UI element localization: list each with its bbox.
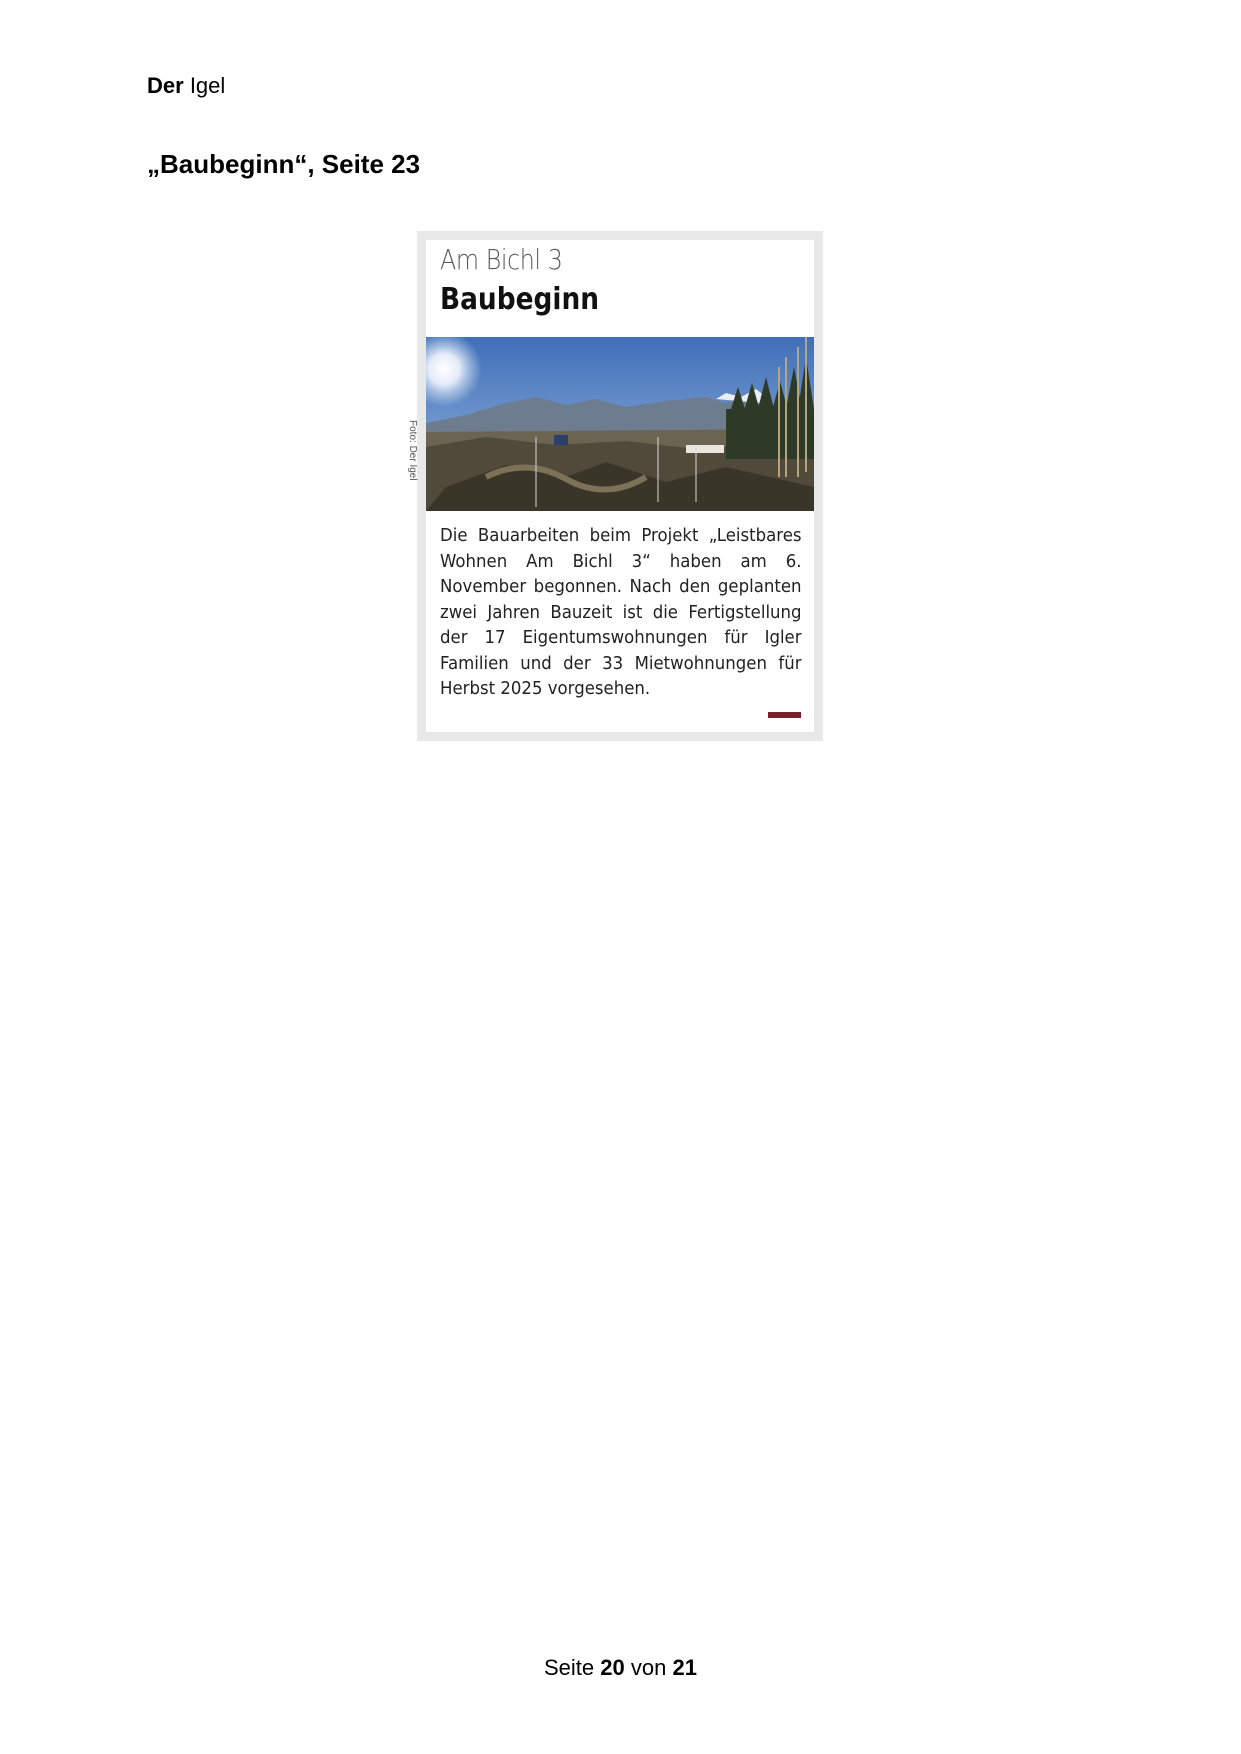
clipping-kicker: Am Bichl 3 (440, 243, 563, 276)
construction-site-photo (426, 337, 814, 511)
photo-credit: Foto: Der Igel (407, 420, 418, 481)
article-end-mark (768, 712, 801, 718)
clipping-headline: Baubeginn (440, 282, 600, 317)
header-brand-bold: Der (147, 73, 184, 98)
newspaper-clipping (407, 231, 823, 741)
header-brand-rest: Igel (189, 73, 226, 98)
footer-current-page: 20 (600, 1655, 625, 1680)
construction-site-image (426, 337, 814, 511)
footer-prefix: Seite (544, 1655, 595, 1680)
section-title: „Baubeginn“, Seite 23 (147, 149, 421, 179)
clipping-inner (407, 240, 814, 732)
clipping-body-text: Die Bauarbeiten beim Projekt „Leistbares Wohnen Am Bichl 3“ haben am 6. November begonnen. Nach den geplanten zwei Jahren Bauzeit ist die Fertigstellung der 17 Eigentumswohnungen für Igler Familien und der 33 Mietwohnungen für Herbst 2025 vorgesehen. (440, 525, 802, 699)
page-footer (0, 1655, 1241, 1681)
document-header (147, 72, 225, 100)
footer-total-pages: 21 (672, 1655, 697, 1680)
footer-separator: von (630, 1655, 667, 1680)
